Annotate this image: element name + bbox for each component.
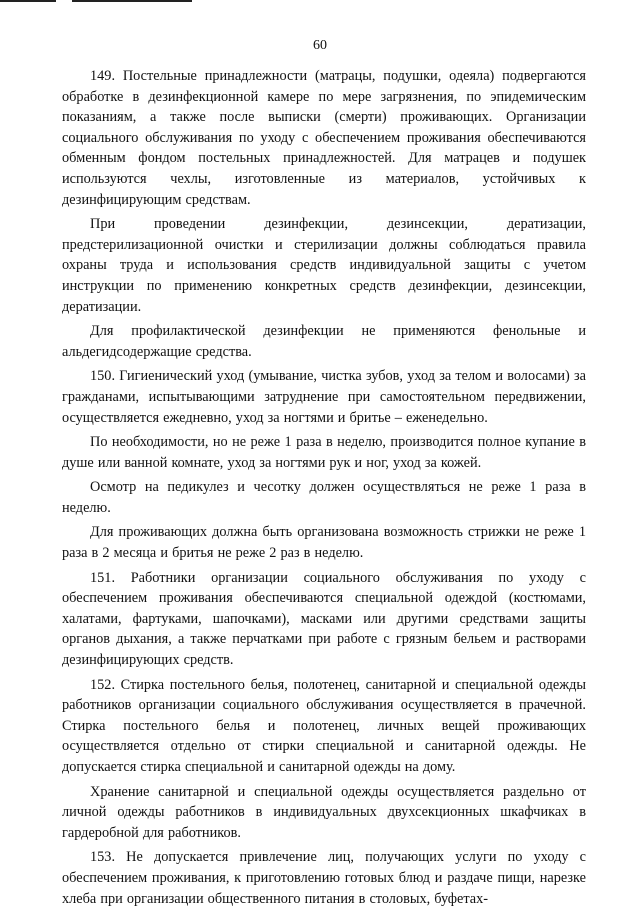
paragraph-clothing-storage: Хранение санитарной и специальной одежды осуществляется раздельно от личной одежды работников в индивидуальных двухсекционных шкафчиках в гардеробной для работников. (62, 783, 586, 841)
paragraph-bathing: По необходимости, но не реже 1 раза в неделю, производится полное купание в душе или ванной комнате, уход за ногтями рук и ног, уход за кожей. (62, 434, 586, 471)
paragraph-153: 153. Не допускается привлечение лиц, получающих услуги по уходу с обеспечением проживания, к приготовлению готовых блюд и раздаче пищи, нарезке хлеба при организации общественного питания в столовых, буфетах- (62, 849, 586, 907)
paragraph-152: 152. Стирка постельного белья, полотенец, санитарной и специальной одежды работников организации социального обслуживания осуществляется в прачечной. Стирка постельного белья и полотенец, личных вещей проживающих осуществляется отдельно от стирки специальной и санитарной одежды. Не допускается стирка специальной и санитарной одежды на дому. (62, 676, 586, 775)
paragraph-disinfection-rules: При проведении дезинфекции, дезинсекции, дератизации, предстерилизационной очистки и стерилизации должны соблюдаться правила охраны труда и использования средств индивидуальной защиты с учетом инструкции по применению конкретных средств дезинфекции, дезинсекции, дератизации. (62, 216, 586, 315)
top-edge-rule (0, 0, 56, 2)
paragraph-haircut-shaving: Для проживающих должна быть организована возможность стрижки не реже 1 раза в 2 месяца и бритья не реже 2 раз в неделю. (62, 524, 586, 562)
document-body (62, 66, 586, 909)
paragraph-149: 149. Постельные принадлежности (матрацы, подушки, одеяла) подвергаются обработке в дезинфекционной камере по мере загрязнения, по эпидемическим показаниям, а также после выписки (смерти) проживающих. Организации социального обслуживания по уходу с обеспечением проживания обеспечиваются обменным фондом постельных принадлежностей. Для матрацев и подушек используются чехлы, изготовленные из материалов, устойчивых к дезинфицирующим средствам. (62, 68, 586, 208)
page-number: 60 (313, 38, 327, 53)
top-edge-rule-2 (72, 0, 192, 2)
paragraph-151: 151. Работники организации социального обслуживания по уходу с обеспечением проживания обеспечиваются специальной одеждой (костюмами, халатами, фартуками, шапочками), масками или другими средствами защиты органов дыхания, а также перчатками при работе с грязным бельем и растворами дезинфицирующих средств. (62, 569, 586, 669)
paragraph-pediculosis-check: Осмотр на педикулез и чесотку должен осуществляться не реже 1 раза в неделю. (62, 479, 586, 516)
paragraph-150: 150. Гигиенический уход (умывание, чистка зубов, уход за телом и волосами) за гражданами, испытывающими затруднение при самостоятельном передвижении, осуществляется ежедневно, уход за ногтями и бритье – еженедельно. (62, 368, 586, 426)
paragraph-prophylactic-disinfection: Для профилактической дезинфекции не применяются фенольные и альдегидсодержащие средства. (62, 323, 586, 360)
